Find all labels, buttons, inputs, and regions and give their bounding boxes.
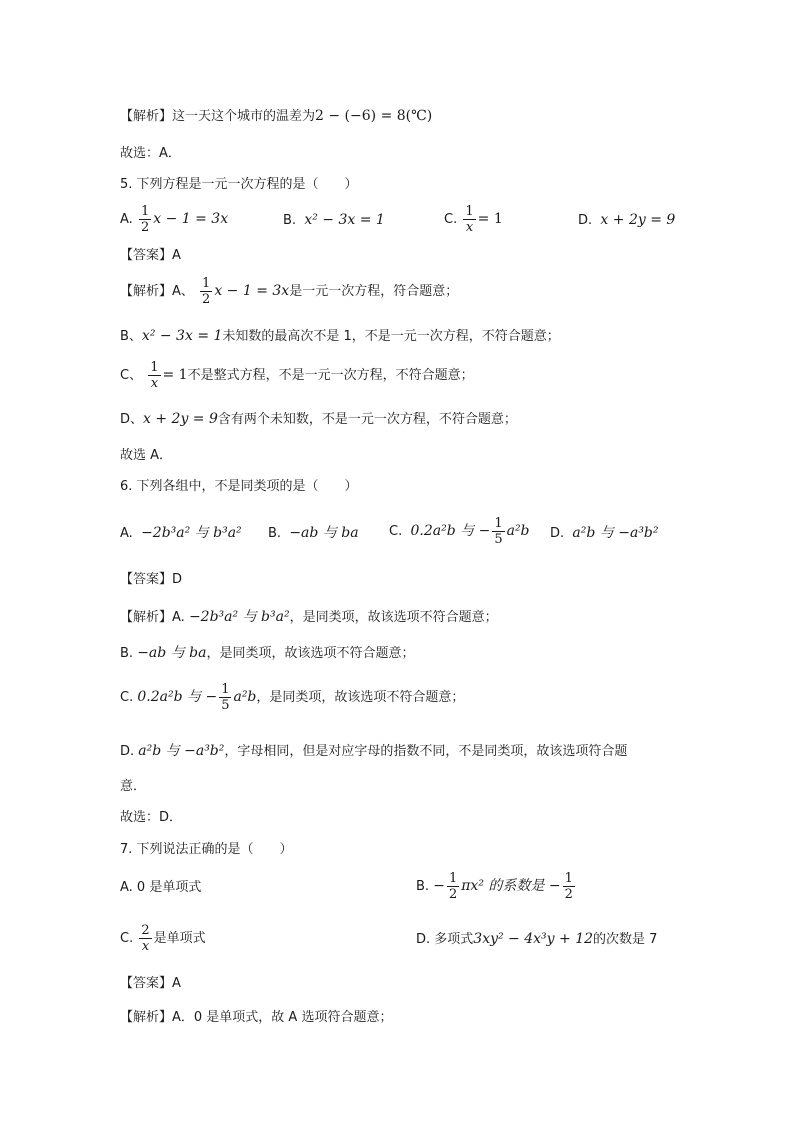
answer-line: 【答案】A	[120, 976, 181, 991]
answer-line: 【答案】A	[120, 248, 181, 263]
analysis-b	[120, 643, 414, 664]
math-expression: 0.2a²b 与 −	[137, 689, 218, 705]
analysis-d-continued: 意．	[120, 779, 147, 794]
option-label: A.	[120, 212, 133, 227]
math-expression: −ab 与 ba	[137, 645, 207, 661]
fraction	[139, 204, 151, 235]
numerator: 1	[221, 682, 230, 697]
minus-sign: −	[433, 878, 445, 894]
option-b	[268, 523, 359, 544]
q4-analysis	[120, 106, 432, 127]
analysis-text: ，是同类项，故该选项不符合题意；	[256, 690, 465, 705]
fraction	[492, 516, 504, 547]
question-stem: 6. 下列各组中，不是同类项的是（ ）	[120, 479, 358, 494]
analysis-c	[120, 360, 474, 391]
math-expression: −2b³a² 与 b³a²	[188, 609, 290, 625]
analysis-text: 是一元一次方程，符合题意；	[289, 284, 459, 299]
analysis-d	[120, 741, 627, 762]
option-a	[120, 204, 228, 235]
math-expression: a²b	[506, 523, 530, 539]
fraction	[139, 923, 151, 954]
analysis-b	[120, 326, 560, 347]
analysis-a: 【解析】A．0 是单项式，故 A 选项符合题意；	[120, 1010, 393, 1025]
math-expression: πx² 的系数是 −	[461, 878, 561, 894]
denominator: 2	[564, 887, 573, 902]
analysis-a	[120, 607, 498, 628]
choice-line: 故选：A．	[120, 146, 181, 161]
analysis-a	[120, 276, 458, 307]
math-expression: −ab 与 ba	[289, 525, 359, 541]
option-label: B.	[283, 213, 297, 228]
numerator: 2	[141, 923, 150, 938]
math-expression: a²b 与 −a³b²	[572, 525, 659, 541]
analysis-label: B.	[120, 646, 134, 661]
analysis-text: 含有两个未知数，不是一元一次方程，不符合题意；	[217, 412, 517, 427]
denominator: 2	[202, 292, 211, 307]
math-expression: x² − 3x = 1	[304, 212, 385, 228]
math-expression: x − 1 = 3x	[153, 211, 229, 227]
numerator: 1	[448, 871, 458, 886]
denominator: x	[141, 939, 150, 954]
numerator: 1	[494, 516, 503, 531]
option-text: 是单项式	[153, 931, 206, 946]
question-stem: 7. 下列说法正确的是（ ）	[120, 842, 293, 857]
option-a: A. 0 是单项式	[120, 880, 202, 895]
option-d	[416, 929, 657, 950]
denominator: 2	[140, 220, 150, 235]
fraction	[148, 360, 160, 391]
denominator: 5	[221, 698, 230, 713]
option-label: A.	[120, 526, 133, 541]
option-c	[389, 516, 530, 547]
math-expression: = 1	[162, 367, 188, 383]
math-expression: = 1	[477, 211, 503, 227]
question-stem: 5. 下列方程是一元一次方程的是（ ）	[120, 177, 358, 192]
fraction	[463, 204, 475, 235]
option-b	[416, 871, 577, 902]
fraction	[219, 682, 231, 713]
analysis-label: D.	[120, 744, 135, 759]
math-expression: 3xy² − 4x³y + 12	[473, 931, 594, 947]
option-b	[283, 210, 385, 231]
option-label: B.	[416, 879, 430, 894]
math-expression: 0.2a²b 与 −	[410, 523, 491, 539]
answer-line: 【答案】D	[120, 572, 183, 587]
option-text: 的次数是 7	[593, 932, 658, 947]
math-expression: 2 − (−6) = 8(℃)	[315, 108, 433, 124]
option-label: D.	[578, 213, 593, 228]
denominator: 2	[448, 887, 458, 902]
numerator: 1	[465, 204, 474, 219]
math-expression: x + 2y = 9	[600, 212, 676, 228]
option-d	[578, 210, 675, 231]
option-label: B.	[268, 526, 282, 541]
numerator: 1	[150, 360, 159, 375]
math-expression: x² − 3x = 1	[141, 328, 223, 344]
analysis-text: ，字母相同，但是对应字母的指数不同，不是同类项，故该选项符合题	[224, 744, 628, 759]
analysis-text: 不是整式方程，不是一元一次方程，不符合题意；	[187, 368, 474, 383]
analysis-label: 【解析】A、	[120, 284, 194, 299]
fraction	[563, 871, 575, 902]
analysis-label: C.	[120, 690, 134, 705]
option-label: C.	[389, 524, 403, 539]
numerator: 1	[140, 204, 150, 219]
option-label: C.	[444, 212, 458, 227]
math-expression: x + 2y = 9	[143, 411, 218, 427]
option-label: D.	[550, 526, 565, 541]
fraction	[447, 871, 459, 902]
analysis-label: B、	[120, 329, 142, 344]
analysis-text: 未知数的最高次不是 1，不是一元一次方程，不符合题意；	[222, 329, 560, 344]
option-label: D. 多项式	[416, 932, 474, 947]
option-c	[120, 923, 206, 954]
math-expression: −2b³a² 与 b³a²	[141, 525, 242, 541]
math-expression: x − 1 = 3x	[214, 283, 290, 299]
analysis-label: 【解析】这一天这个城市的温差为	[120, 109, 316, 124]
denominator: 5	[494, 532, 503, 547]
analysis-label: C、	[120, 368, 143, 383]
choice-line: 故选：D．	[120, 810, 183, 825]
analysis-text: ，是同类项，故该选项不符合题意；	[289, 610, 498, 625]
analysis-label: 【解析】A.	[120, 610, 185, 625]
analysis-d	[120, 409, 517, 430]
option-c	[444, 204, 503, 235]
option-a	[120, 523, 242, 544]
analysis-c	[120, 682, 464, 713]
denominator: x	[465, 220, 474, 235]
analysis-text: ，是同类项，故该选项不符合题意；	[206, 646, 415, 661]
math-expression: a²b	[233, 689, 257, 705]
math-expression: a²b 与 −a³b²	[138, 743, 225, 759]
analysis-label: D、	[120, 412, 144, 427]
numerator: 1	[564, 871, 573, 886]
fraction	[200, 276, 212, 307]
choice-line: 故选 A．	[120, 448, 173, 463]
numerator: 1	[202, 276, 211, 291]
denominator: x	[150, 376, 159, 391]
option-label: C.	[120, 931, 134, 946]
option-d	[550, 523, 659, 544]
